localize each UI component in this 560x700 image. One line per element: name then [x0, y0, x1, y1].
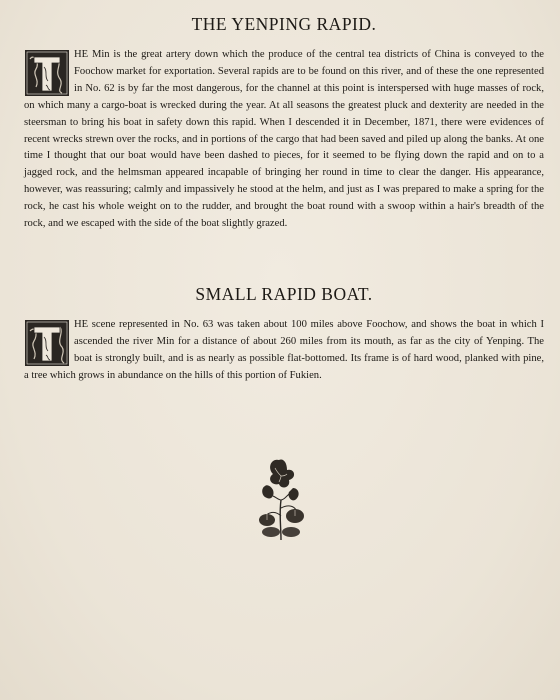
- svg-text:T: T: [47, 365, 48, 366]
- body-text: HE Min is the great artery down which the produce of the central tea districts of China is conveyed to the Foochow market for exportation. Several rapids are to be found on this river, and of these the one represented in No. 62 is by far the most dangerous, for the channel at this point is interspersed with huge masses of rock, on which many a cargo-boat is wrecked during the year. At all seasons the greatest pluck and dexterity are needed in the steersman to bring his boat in safety down this rapid. When I descended it in December, 1871, there were evidences of recent wrecks strewn over the rocks, and in portions of the cargo that had been saved and piled up along the banks. At one time I thought that our boat would have been dashed to pieces, for it seemed to be flying down the rapid and on to a jagged rock, and the helmsman appeared incapable of bringing her round in time to clear the danger. His appearance, however, was reassuring; calmly and impassively he stood at the helm, and just as I was prepared to make a spring for the rock, he cast his whole weight on to the rudder, and brought the boat round with a swoop within a hair's breadth of the rock, and we escaped with the side of the boat slightly grazed.: [24, 49, 544, 230]
- section-small-rapid-boat: [24, 284, 544, 385]
- svg-text:T: T: [47, 95, 48, 96]
- ornamental-initial-icon: [24, 319, 70, 367]
- section-yenping-rapid: [24, 14, 544, 233]
- section-title: SMALL RAPID BOAT.: [195, 284, 373, 304]
- ornamental-initial-icon: [24, 49, 70, 97]
- violet-flower-icon: [257, 456, 305, 540]
- section-title: THE YENPING RAPID.: [191, 14, 377, 34]
- section-body: [24, 47, 544, 233]
- body-text: HE scene represented in No. 63 was taken about 100 miles above Foochow, and shows the boat in which I ascended the river Min for a distance of about 260 miles from its mouth, as far as the city of Yenping. The boat is strongly built, and is as nearly as possible flat-bottomed. Its frame is of hard wood, planked with pine, a tree which grows in abundance on the hills of this portion of Fukien.: [24, 319, 544, 381]
- section-body: [24, 317, 544, 385]
